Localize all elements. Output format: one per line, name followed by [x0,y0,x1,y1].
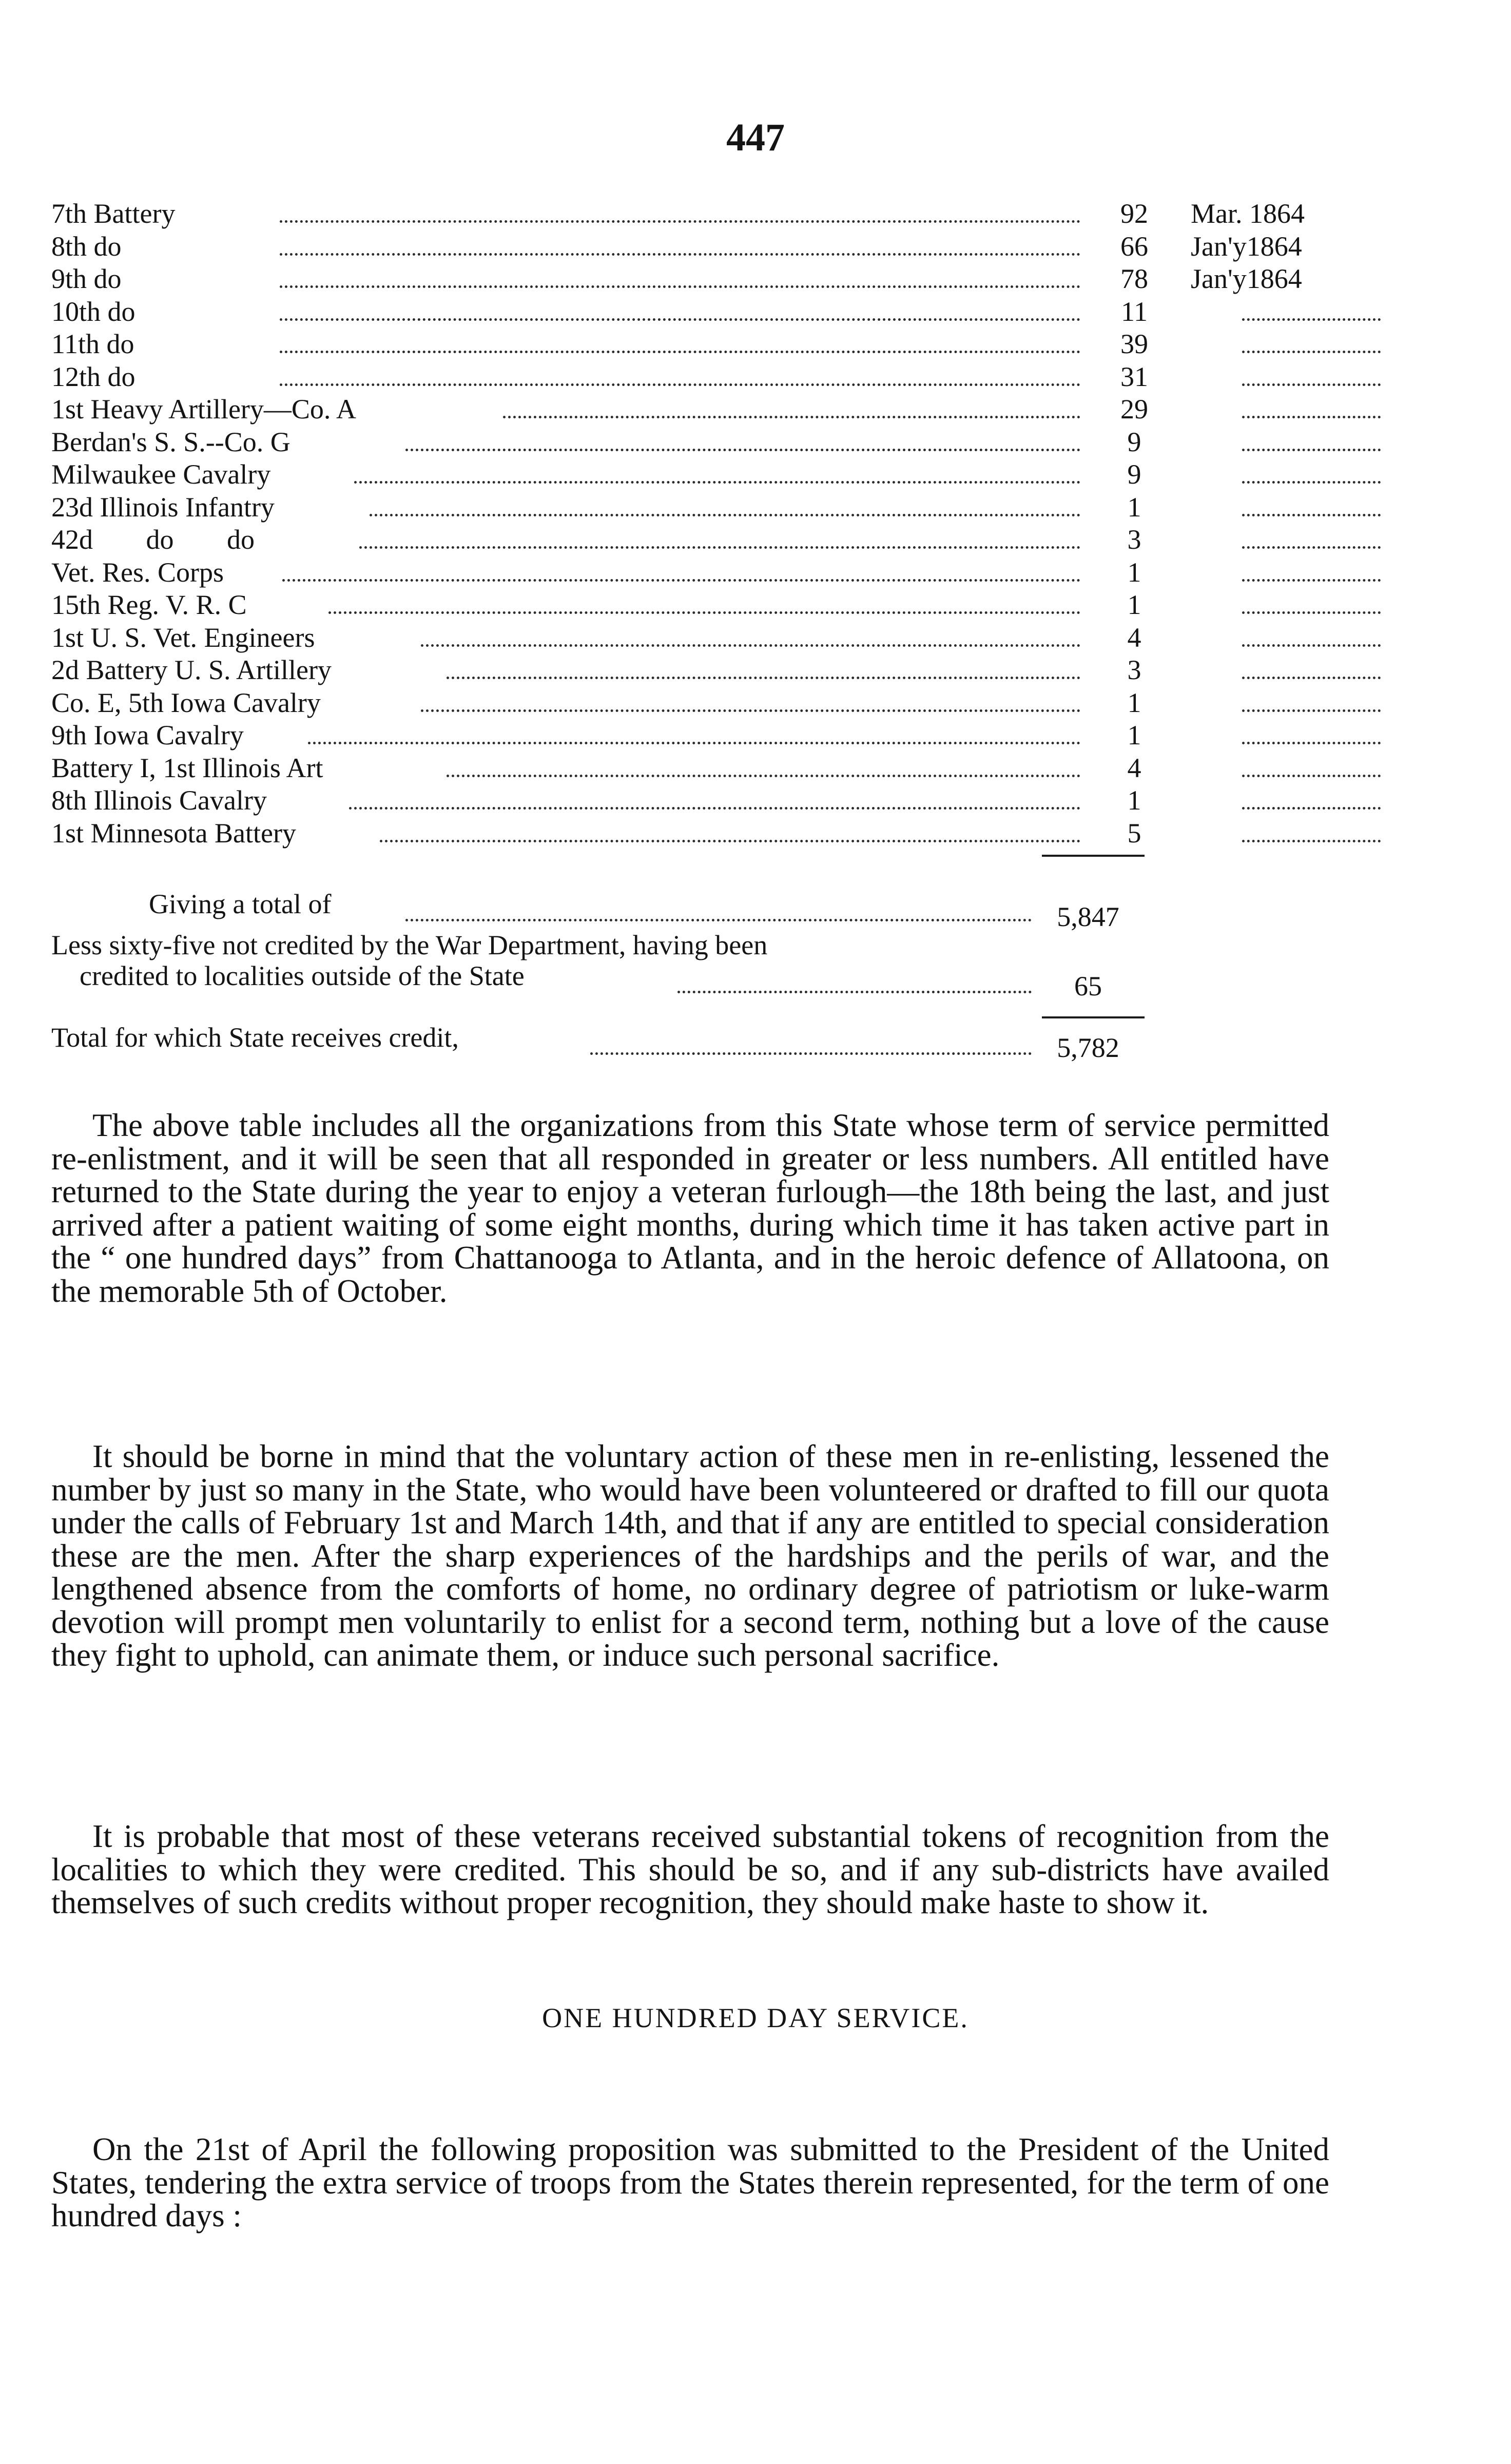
dot-leader [280,253,1080,256]
dot-leader [282,579,1080,582]
dot-leader [1242,742,1381,744]
dot-leader [1242,351,1381,353]
sum-rule [1042,855,1145,857]
row-label: Co. E, 5th Iowa Cavalry [51,687,321,718]
dot-leader [503,416,1080,418]
row-count: 3 [1127,654,1141,685]
row-count: 1 [1127,687,1141,718]
dot-leader [1242,383,1381,386]
row-count: 92 [1120,198,1148,229]
closing-paragraph: On the 21st of April the following proposition was submitted to the President of the United States, tendering the extra service of troops from the States therein represented, for the term of one hundred days : [51,2131,1329,2234]
body-paragraph: It should be borne in mind that the voluntary action of these men in re-enlisting, lessened the number by just so many in the State, who would have been volunteered or drafted to fill our quota under the calls of February 1st and March 14th, and that if any are entitled to special consideration these are the men. After the sharp experiences of the hardships and the perils of war, and the lengthened absence from the comforts of home, no ordinary degree of patriotism or luke-warm devotion will prompt men voluntarily to enlist for a second term, nothing but a love of the cause they fight to uphold, can animate them, or induce such personal sacrifice. [51,1438,1329,1673]
less-value: 65 [1074,971,1102,1002]
dot-leader [1242,579,1381,582]
row-count: 5 [1127,817,1141,849]
row-label: 1st Heavy Artillery—Co. A [51,394,356,425]
dot-leader [1242,318,1381,321]
row-label: 15th Reg. V. R. C [51,589,247,620]
row-count: 4 [1127,752,1141,783]
row-label: Vet. Res. Corps [51,556,224,588]
row-date: Jan'y1864 [1191,263,1302,294]
row-label: 7th Battery [51,198,176,229]
dot-leader [359,546,1080,549]
credit-value: 5,782 [1057,1032,1119,1063]
table-row [51,556,1365,589]
row-label: 9th Iowa Cavalry [51,720,244,750]
dot-leader [677,991,1032,993]
dot-leader [1242,807,1381,810]
row-label: 12th do [51,361,135,392]
dot-leader [1242,416,1381,418]
row-count: 1 [1127,556,1141,588]
table-row [51,263,1365,296]
table-row [51,361,1365,394]
dot-leader [1242,514,1381,516]
row-label: 1st Minnesota Battery [51,817,296,849]
dot-leader [328,611,1080,614]
dot-leader [1242,709,1381,712]
sum-rule [1042,1016,1145,1018]
row-label: 1st U. S. Vet. Engineers [51,622,315,653]
row-count: 78 [1120,263,1148,294]
row-label: 9th do [51,263,122,294]
row-count: 1 [1127,491,1141,523]
row-label: 2d Battery U. S. Artillery [51,654,332,685]
row-label: Berdan's S. S.--Co. G [51,426,290,457]
dot-leader [280,285,1080,288]
dot-leader [590,1052,1032,1055]
less-line-2: credited to localities outside of the State [80,960,525,991]
dot-leader [1242,840,1381,842]
dot-leader [354,481,1080,484]
row-count: 66 [1120,230,1148,262]
table-row [51,426,1365,459]
table-row [51,654,1365,687]
row-count: 1 [1127,785,1141,816]
row-label: 42d do do [51,524,255,555]
dot-leader [280,220,1080,223]
table-row [51,622,1365,654]
table-row [51,687,1365,720]
table-row [51,784,1365,817]
row-label: 11th do [51,329,134,359]
veteran-table [51,198,1365,850]
row-label: 10th do [51,296,135,327]
credit-label: Total for which State receives credit, [51,1022,459,1053]
row-label: 8th do [51,230,122,262]
dot-leader [280,318,1080,321]
dot-leader [308,742,1080,744]
row-label: Battery I, 1st Illinois Art [51,752,323,783]
page-number: 447 [726,116,785,159]
body-paragraph: It is probable that most of these veterans received substantial tokens of recognition from the localities to which they were credited. This should be so, and if any sub-districts have availed themselves of such credits without proper recognition, they should make haste to show it. [51,1818,1329,1920]
table-row [51,198,1365,230]
row-count: 4 [1127,622,1141,653]
table-row [51,328,1365,361]
row-count: 3 [1127,524,1141,555]
table-row [51,817,1365,850]
dot-leader [280,351,1080,353]
table-row [51,296,1365,329]
row-date: Mar. 1864 [1191,198,1305,229]
dot-leader [380,840,1080,842]
section-heading: ONE HUNDRED DAY SERVICE. [542,2003,969,2033]
table-row [51,589,1365,622]
table-row [51,524,1365,556]
row-count: 11 [1121,296,1148,327]
less-line-1: Less sixty-five not credited by the War Department, having been [51,930,768,960]
dot-leader [1242,775,1381,777]
dot-leader [405,919,1032,921]
row-count: 39 [1120,329,1148,359]
row-date: Jan'y1864 [1191,230,1302,262]
table-row [51,458,1365,491]
dot-leader [421,709,1080,712]
dot-leader [447,775,1080,777]
total-label: Giving a total of [149,889,332,919]
dot-leader [1242,677,1381,679]
total-value: 5,847 [1057,901,1119,932]
row-count: 9 [1127,426,1141,457]
body-paragraph: The above table includes all the organizations from this State whose term of service permitted re-enlistment, and it will be seen that all responded in greater or less numbers. All entitled have returned to the State during the year to enjoy a veteran furlough—the 18th being the last, and just arrived after a patient waiting of some eight months, during which time it has taken active part in the “ one hundred days” from Chattanooga to Atlanta, and in the heroic defence of Allatoona, on the memorable 5th of October. [51,1107,1329,1309]
table-row [51,719,1365,752]
row-label: Milwaukee Cavalry [51,459,271,490]
dot-leader [447,677,1080,679]
row-label: 8th Illinois Cavalry [51,785,267,816]
dot-leader [405,449,1080,451]
dot-leader [349,807,1080,810]
dot-leader [370,514,1080,516]
dot-leader [1242,481,1381,484]
dot-leader [1242,449,1381,451]
dot-leader [421,644,1080,647]
row-count: 29 [1120,394,1148,425]
dot-leader [1242,644,1381,647]
dot-leader [1242,611,1381,614]
row-count: 9 [1127,459,1141,490]
table-row [51,752,1365,785]
row-label: 23d Illinois Infantry [51,491,275,523]
dot-leader [1242,546,1381,549]
table-row [51,393,1365,426]
row-count: 1 [1127,589,1141,620]
row-count: 1 [1127,720,1141,750]
row-count: 31 [1120,361,1148,392]
dot-leader [280,383,1080,386]
table-row [51,491,1365,524]
table-row [51,230,1365,263]
